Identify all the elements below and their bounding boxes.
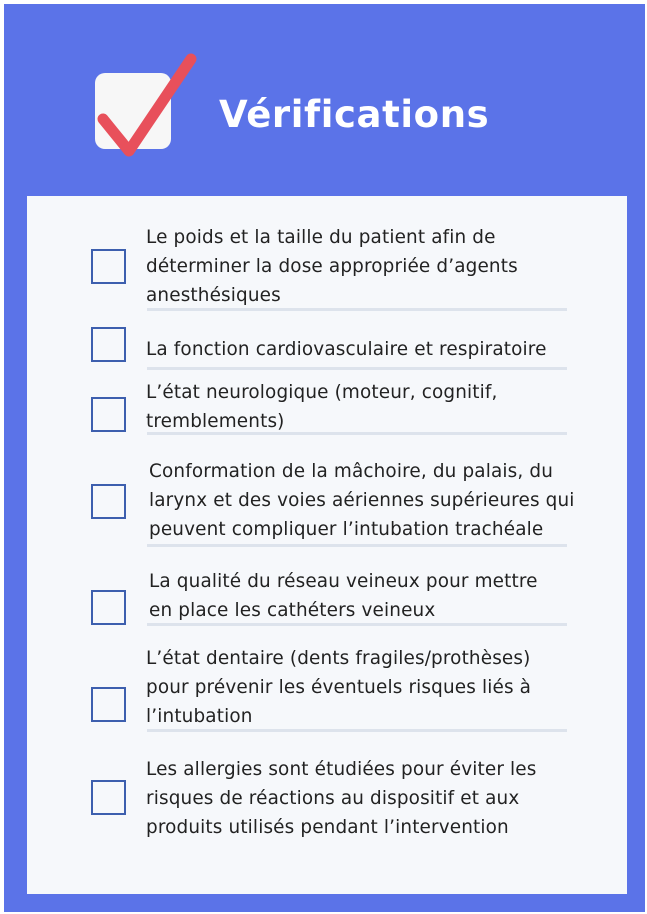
- checkbox[interactable]: [91, 590, 126, 625]
- text-line: pour prévenir les éventuels risques liés à: [146, 677, 532, 698]
- text-line: L’état neurologique (moteur, cognitif,: [146, 382, 498, 403]
- divider: [147, 308, 567, 311]
- checklist-item-text: [146, 223, 518, 310]
- logo: [95, 73, 171, 149]
- checkbox[interactable]: [91, 397, 126, 432]
- checkbox[interactable]: [91, 687, 126, 722]
- text-line: L’état dentaire (dents fragiles/prothèses): [146, 648, 531, 669]
- checklist-item-text: [146, 644, 531, 731]
- divider: [147, 432, 567, 435]
- divider: [147, 729, 567, 732]
- text-line: Conformation de la mâchoire, du palais, du: [149, 461, 554, 482]
- divider: [147, 623, 567, 626]
- text-line: produits utilisés pendant l’intervention: [146, 817, 509, 838]
- checkbox[interactable]: [91, 780, 126, 815]
- divider: [147, 544, 567, 547]
- text-line: en place les cathéters veineux: [149, 600, 436, 621]
- checklist-item-text: [146, 755, 536, 842]
- page-title: Vérifications: [219, 93, 490, 136]
- checkbox[interactable]: [91, 327, 126, 362]
- text-line: l’intubation: [146, 706, 253, 727]
- text-line: La qualité du réseau veineux pour mettre: [149, 571, 538, 592]
- text-line: risques de réactions au dispositif et aux: [146, 788, 520, 809]
- checklist-panel: [27, 196, 627, 894]
- text-line: larynx et des voies aériennes supérieures qui: [149, 490, 575, 511]
- text-line: La fonction cardiovasculaire et respiratoire: [146, 339, 547, 360]
- checklist-item-text: [149, 457, 575, 544]
- text-line: peuvent compliquer l’intubation trachéale: [149, 519, 544, 540]
- checklist-item-text: [146, 335, 547, 364]
- text-line: déterminer la dose appropriée d’agents: [146, 256, 518, 277]
- text-line: tremblements): [146, 411, 285, 432]
- checklist-item-text: [146, 378, 498, 436]
- checklist-item-text: [149, 567, 538, 625]
- checkmark-icon: [91, 47, 201, 167]
- divider: [147, 367, 567, 370]
- checkbox[interactable]: [91, 484, 126, 519]
- text-line: Les allergies sont étudiées pour éviter les: [146, 759, 537, 780]
- text-line: anesthésiques: [146, 285, 281, 306]
- text-line: Le poids et la taille du patient afin de: [146, 227, 496, 248]
- checkbox[interactable]: [91, 249, 126, 284]
